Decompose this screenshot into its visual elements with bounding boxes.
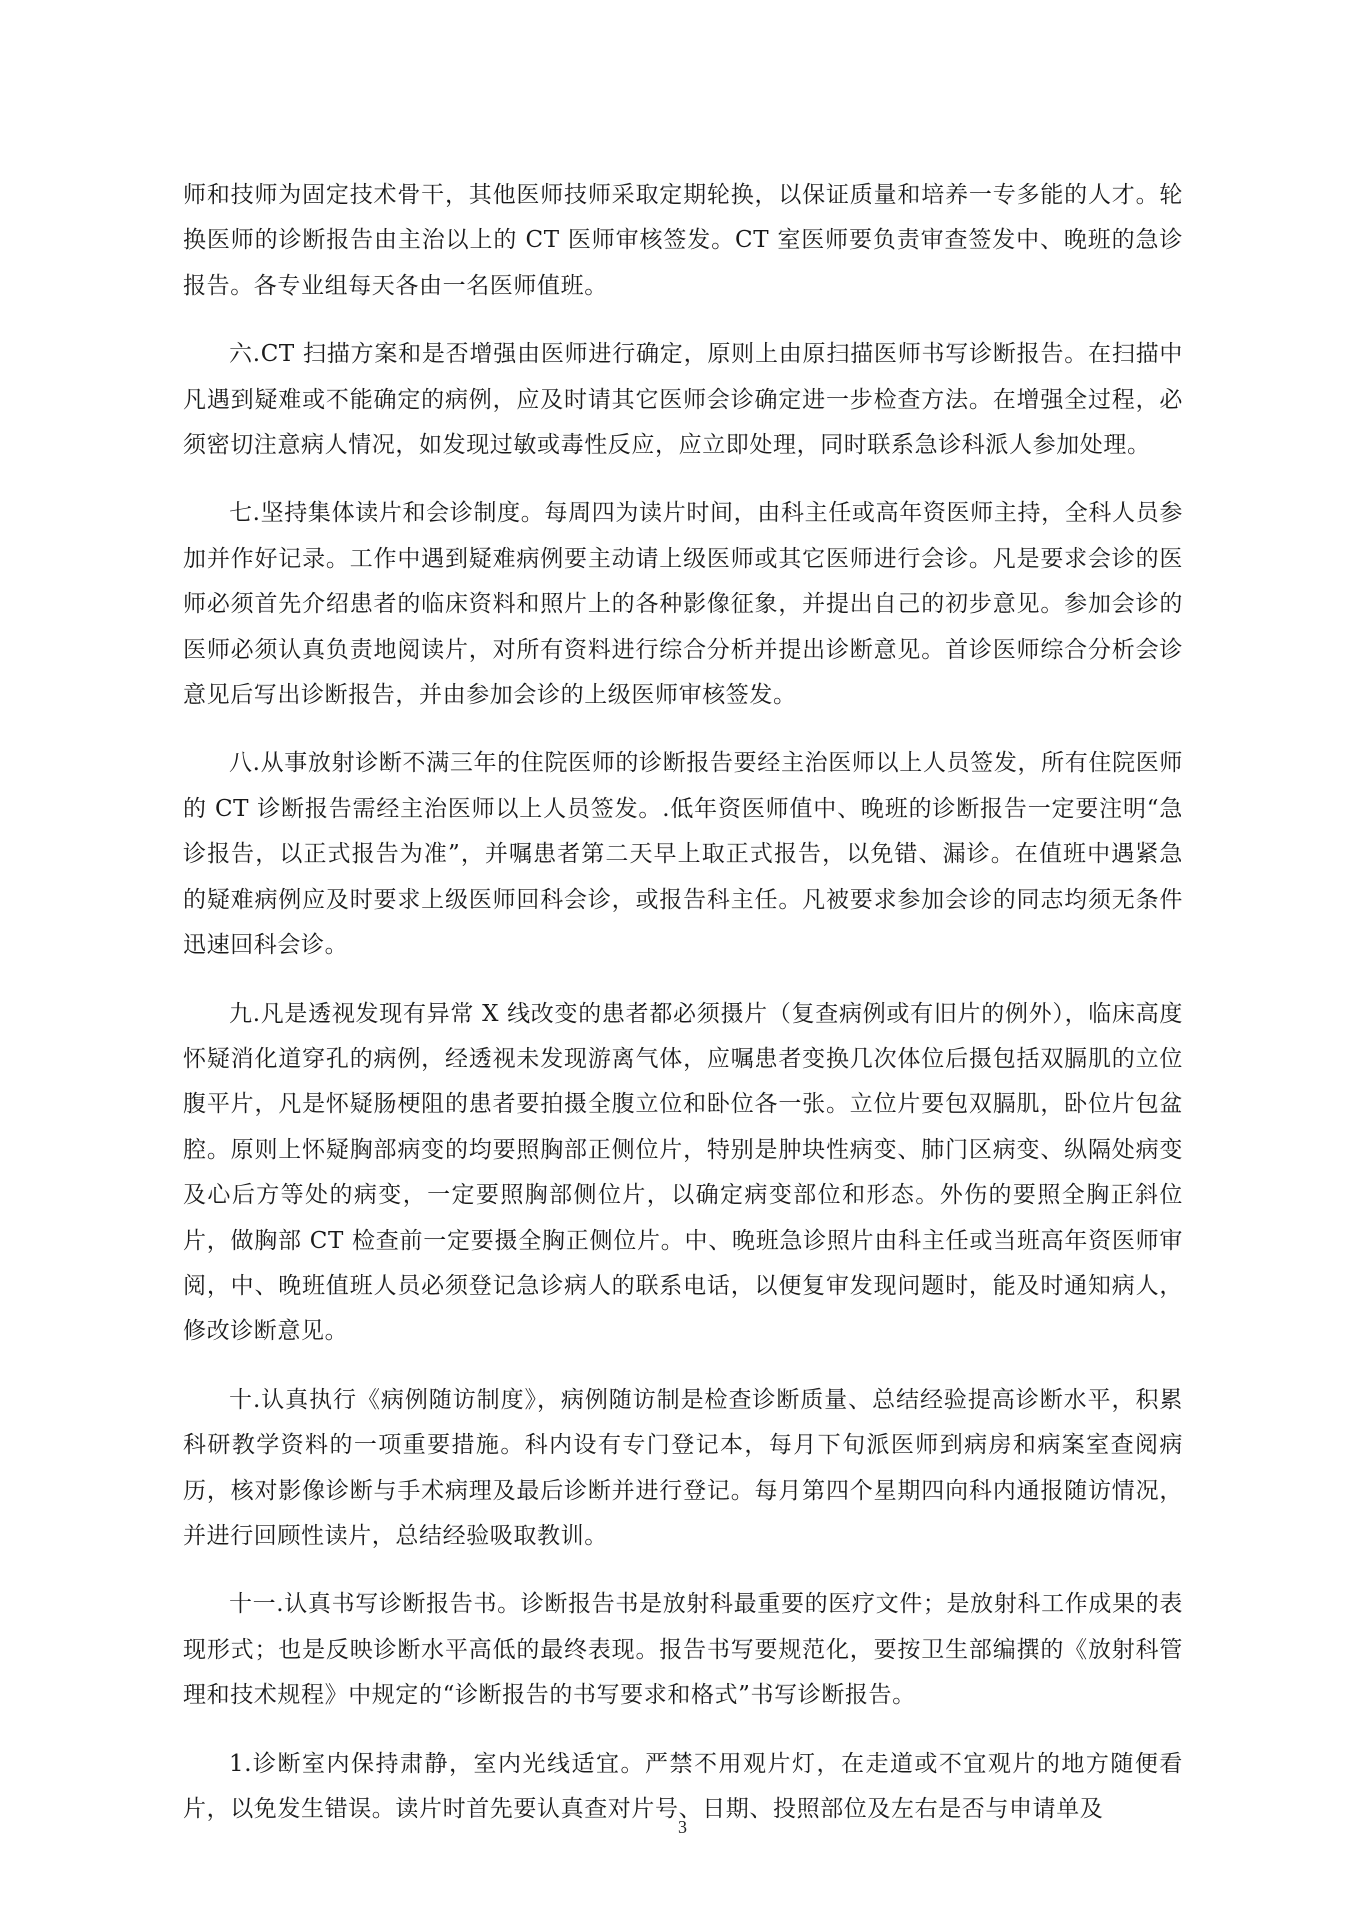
paragraph-item-8: 八.从事放射诊断不满三年的住院医师的诊断报告要经主治医师以上人员签发，所有住院医师的 CT 诊断报告需经主治医师以上人员签发。.低年资医师值中、晚班的诊断报告一定要注明“急诊报告，以正式报告为准”，并嘱患者第二天早上取正式报告，以免错、漏诊。在值班中遇紧急的疑难病例应及时要求上级医师回科会诊，或报告科主任。凡被要求参加会诊的同志均须无条件迅速回科会诊。	[183, 750, 1183, 959]
paragraph-item-10: 十.认真执行《病例随访制度》，病例随访制是检查诊断质量、总结经验提高诊断水平，积累科研教学资料的一项重要措施。科内设有专门登记本，每月下旬派医师到病房和病案室查阅病历，核对影像诊断与手术病理及最后诊断并进行登记。每月第四个星期四向科内通报随访情况，并进行回顾性读片，总结经验吸取教训。	[183, 1386, 1183, 1549]
paragraph-item-7: 七.坚持集体读片和会诊制度。每周四为读片时间，由科主任或高年资医师主持，全科人员参加并作好记录。工作中遇到疑难病例要主动请上级医师或其它医师进行会诊。凡是要求会诊的医师必须首先介绍患者的临床资料和照片上的各种影像征象，并提出自己的初步意见。参加会诊的医师必须认真负责地阅读片，对所有资料进行综合分析并提出诊断意见。首诊医师综合分析会诊意见后写出诊断报告，并由参加会诊的上级医师审核签发。	[183, 500, 1183, 709]
document-body	[183, 173, 1183, 1855]
paragraph-item-6: 六.CT 扫描方案和是否增强由医师进行确定，原则上由原扫描医师书写诊断报告。在扫描中凡遇到疑难或不能确定的病例，应及时请其它医师会诊确定进一步检查方法。在增强全过程，必须密切注意病人情况，如发现过敏或毒性反应，应立即处理，同时联系急诊科派人参加处理。	[183, 341, 1183, 459]
paragraph-item-11: 十一.认真书写诊断报告书。诊断报告书是放射科最重要的医疗文件；是放射科工作成果的表现形式；也是反映诊断水平高低的最终表现。报告书写要规范化，要按卫生部编撰的《放射科管理和技术规程》中规定的“诊断报告的书写要求和格式”书写诊断报告。	[183, 1591, 1183, 1709]
paragraph-item-9: 九.凡是透视发现有异常 X 线改变的患者都必须摄片（复查病例或有旧片的例外），临床高度怀疑消化道穿孔的病例，经透视未发现游离气体，应嘱患者变换几次体位后摄包括双膈肌的立位腹平片，凡是怀疑肠梗阻的患者要拍摄全腹立位和卧位各一张。立位片要包双膈肌，卧位片包盆腔。原则上怀疑胸部病变的均要照胸部正侧位片，特别是肿块性病变、肺门区病变、纵隔处病变及心后方等处的病变，一定要照胸部侧位片，以确定病变部位和形态。外伤的要照全胸正斜位片，做胸部 CT 检查前一定要摄全胸正侧位片。中、晚班急诊照片由科主任或当班高年资医师审阅，中、晚班值班人员必须登记急诊病人的联系电话，以便复审发现问题时，能及时通知病人，修改诊断意见。	[183, 1000, 1183, 1345]
paragraph-subitem-1: 1.诊断室内保持肃静，室内光线适宜。严禁不用观片灯，在走道或不宜观片的地方随便看片，以免发生错误。读片时首先要认真查对片号、日期、投照部位及左右是否与申请单及	[183, 1750, 1183, 1822]
paragraph-continued: 师和技师为固定技术骨干，其他医师技师采取定期轮换，以保证质量和培养一专多能的人才。轮换医师的诊断报告由主治以上的 CT 医师审核签发。CT 室医师要负责审查签发中、晚班的急诊报告。各专业组每天各由一名医师值班。	[183, 182, 1183, 299]
page-number: 3	[678, 1817, 687, 1837]
